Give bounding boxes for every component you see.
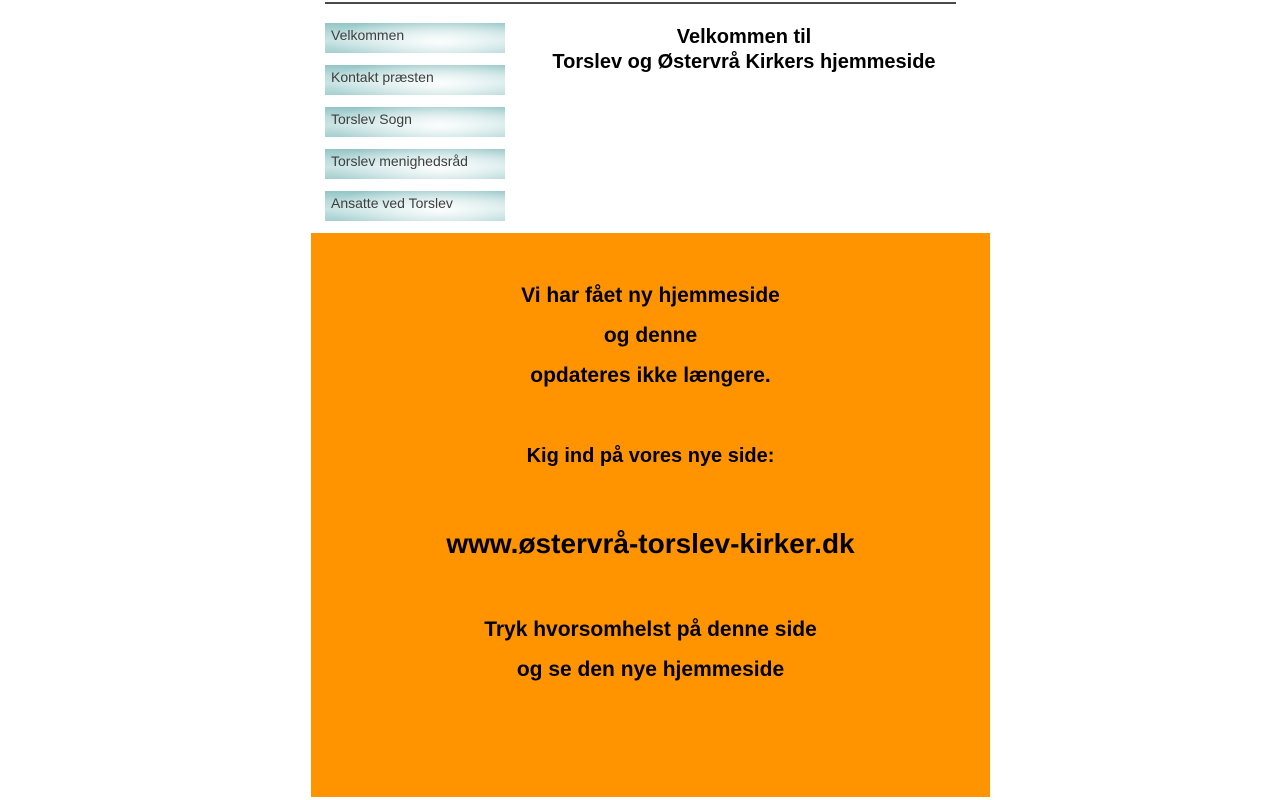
notice-panel[interactable]: [311, 233, 990, 797]
header-divider: [325, 2, 956, 4]
notice-intro-line2: og denne: [603, 324, 698, 347]
page-title-line1: Velkommen til: [676, 26, 812, 48]
sidebar-item-ansatte-ved-torslev[interactable]: Ansatte ved Torslev: [325, 191, 505, 221]
sidebar-menu: [325, 23, 505, 221]
notice-hint-line1: Tryk hvorsomhelst på denne side: [484, 618, 817, 641]
notice-intro-line3: opdateres ikke længere.: [530, 364, 771, 387]
sidebar-item-kontakt-praesten[interactable]: Kontakt præsten: [325, 65, 505, 95]
new-site-url[interactable]: www.østervrå-torslev-kirker.dk: [446, 528, 855, 559]
page-title-line2: Torslev og Østervrå Kirkers hjemmeside: [552, 51, 936, 73]
page-title: [505, 25, 983, 75]
sidebar-item-torslev-menighedsraad[interactable]: Torslev menighedsråd: [325, 149, 505, 179]
notice-intro: [311, 276, 990, 396]
sidebar-item-torslev-sogn[interactable]: Torslev Sogn: [325, 107, 505, 137]
notice-intro-line1: Vi har fået ny hjemmeside: [521, 284, 780, 307]
notice-hint-line2: og se den nye hjemmeside: [516, 658, 785, 681]
notice-hint: [311, 610, 990, 690]
sidebar-item-velkommen[interactable]: Velkommen: [325, 23, 505, 53]
notice-cta: Kig ind på vores nye side:: [526, 445, 775, 467]
